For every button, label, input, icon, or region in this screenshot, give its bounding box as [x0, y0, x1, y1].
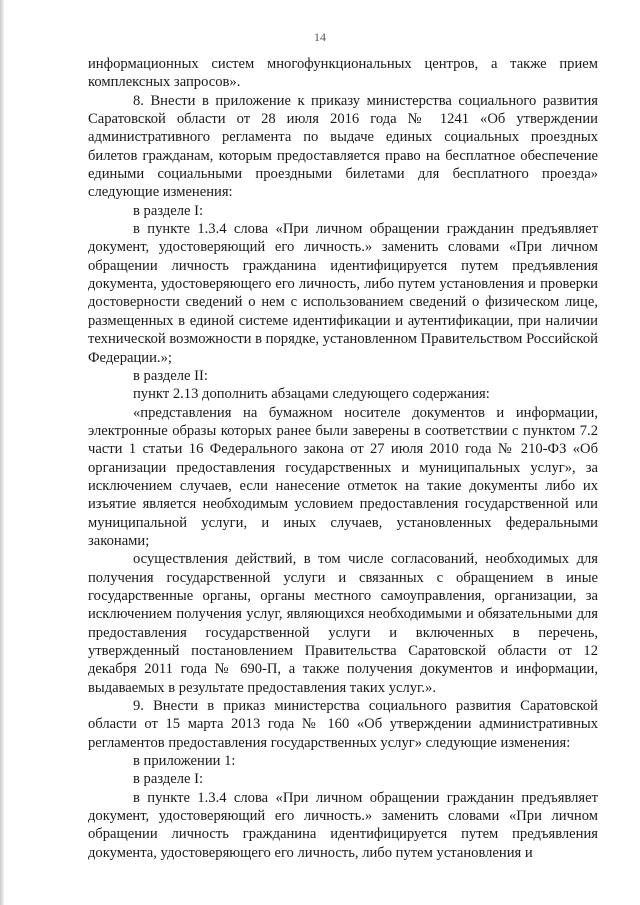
paragraph-quote-1: «представления на бумажном носителе документов и информации, электронные образы которых ранее были заверены в соответствии с пунктом 7.2 части 1 статьи 16 Федерального закона от 27 июля 2010 года № 210-ФЗ «Об организации предоставления государственных и муниципальных услуг», за исключением случаев, если нанесение отметок на такие документы либо их изъятие является необходимым условием предоставления государственной или муниципальной услуги, и иных случаев, установленных федеральными законами; [88, 404, 598, 549]
paragraph-continuation: информационных систем многофункциональных центров, а также прием комплексных запросов». [88, 56, 598, 91]
paragraph-point-1-3-4-b: в пункте 1.3.4 слова «При личном обращении гражданин предъявляет документ, удостоверяющий его личность.» заменить словами «При личном обращении личность гражданина идентифицируется путем предъявления документа, удостоверяющего его личность, либо путем установления и [88, 789, 598, 861]
paragraph-quote-2: осуществления действий, в том числе согласований, необходимых для получения государственной услуги и связанных с обращением в иные государственные органы, органы местного самоуправления, организации, за исключением получения услуг, являющихся необходимыми и обязательными для предоставления государственной услуги и включенных в перечень, утвержденный постановлением Правительства Саратовской области от 12 декабря 2011 года № 690-П, а также получения документов и информации, выдаваемых в результате предоставления таких услуг.». [88, 551, 598, 696]
paragraph-point-1-3-4: в пункте 1.3.4 слова «При личном обращении гражданин предъявляет документ, удостоверяющий его личность.» заменить словами «При личном обращении личность гражданина идентифицируется путем предъявления документа, удостоверяющего его личность, либо путем установления и проверки достоверности сведений о нем с использованием сведений о физическом лице, размещенных в единой системе идентификации и аутентификации, при наличии технической возможности в порядке, установленном Правительством Российской Федерации.»; [88, 221, 598, 366]
paragraph-appendix-1: в приложении 1: [133, 753, 236, 770]
paragraph-section-1: в разделе I: [133, 202, 204, 219]
paragraph-item-8: 8. Внести в приложение к приказу министерства социального развития Саратовской области от 28 июля 2016 года № 1241 «Об утверждении административного регламента по выдаче единых социальных проездных билетов гражданам, которым предоставляется право на бесплатное обеспечение едиными социальными проездными билетами для бесплатного проезда» следующие изменения: [88, 92, 598, 201]
page-number: 14 [314, 30, 326, 44]
document-body [88, 55, 598, 862]
paragraph-item-9: 9. Внести в приказ министерства социального развития Саратовской области от 15 марта 2013 года № 160 «Об утверждении административных регламентов предоставления государственных услуг» следующие изменения: [88, 698, 598, 751]
paragraph-section-2: в разделе II: [133, 367, 208, 384]
scan-edge [0, 0, 4, 905]
paragraph-point-2-13: пункт 2.13 дополнить абзацами следующего содержания: [133, 386, 490, 403]
paragraph-section-1-b: в разделе I: [133, 771, 204, 788]
